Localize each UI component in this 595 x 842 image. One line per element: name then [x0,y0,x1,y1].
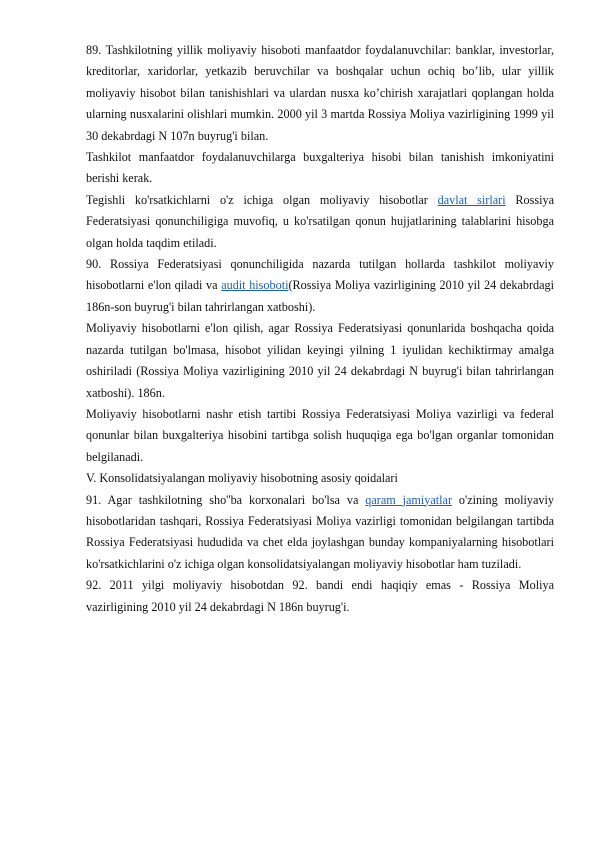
paragraph-publication [86,318,554,404]
paragraph-91-text-2: o'zining moliyaviy hisobotlaridan tashqari, Rossiya Federatsiyasi Moliya vazirligi tomonidan belgilangan tartibda Rossiya Federatsiyasi hududida va chet elda joylashgan bunday kompaniyalarning hisobotlari ko'rsatkichlarini o'z ichiga olgan konsolidatsiyalangan moliyaviy hisobotlar ham tuziladi. [86,492,554,571]
paragraph-order [86,404,554,468]
paragraph-access [86,147,554,190]
paragraph-90 [86,254,554,318]
paragraph-89 [86,40,554,147]
paragraph-access-text: Tashkilot manfaatdor foydalanuvchilarga buxgalteriya hisobi bilan tanishish imkoniyatini berishi kerak. [86,150,554,186]
section-heading-text: V. Konsolidatsiyalangan moliyaviy hisobotning asosiy qoidalari [86,471,398,486]
paragraph-90-text-1: 90. Rossiya Federatsiyasi qonunchiligida nazarda tutilgan hollarda tashkilot moliyaviy hisobotlarni e'lon qiladi va [86,257,554,293]
dependent-companies-link[interactable]: qaram jamiyatlar [365,492,453,507]
paragraph-state-secrets-text-2: Rossiya Federatsiyasi qonunchiligiga muvofiq, u ko'rsatilgan qonun hujjatlarining talablarini hisobga olgan holda taqdim etiladi. [86,192,554,250]
paragraph-90-text-2: (Rossiya Moliya vazirligining 2010 yil 24 dekabrdagi 186n-son buyrug'i bilan tahrirlangan xatboshi). [86,278,554,314]
state-secrets-link[interactable]: davlat sirlari [437,192,506,207]
paragraph-state-secrets-text-1: Tegishli ko'rsatkichlarni o'z ichiga olgan moliyaviy hisobotlar [86,192,438,207]
paragraph-91-text-1: 91. Agar tashkilotning sho''ba korxonalari bo'lsa va [86,492,366,507]
paragraph-publication-text: Moliyaviy hisobotlarni e'lon qilish, agar Rossiya Federatsiyasi qonunlarida boshqacha qoida nazarda tutilgan bo'lmasa, hisobot yilidan keyingi yilning 1 iyulidan kechiktirmay amalga oshiriladi (Rossiya Moliya vazirligining 2010 yil 24 dekabrdagi N buyrug'i bilan tahrirlangan xatboshi). 186n. [86,321,554,400]
paragraph-state-secrets [86,190,554,254]
paragraph-92-text: 92. 2011 yilgi moliyaviy hisobotdan 92. bandi endi haqiqiy emas - Rossiya Moliya vazirligining 2010 yil 24 dekabrdagi N 186n buyrug'i. [86,578,554,614]
paragraph-92 [86,575,554,618]
document-body [86,40,554,618]
paragraph-91 [86,490,554,576]
paragraph-89-text: 89. Tashkilotning yillik moliyaviy hisoboti manfaatdor foydalanuvchilar: banklar, investorlar, kreditorlar, xaridorlar, yetkazib beruvchilar va boshqalar uchun ochiq bo’lib, ular yillik moliyaviy hisobot bilan tanishishlari va ulardan nusxa ko’chirish xarajatlari qoplangan holda ularning nusxalarini olishlari mumkin. 2000 yil 3 martda Rossiya Moliya vazirligining 1999 yil 30 dekabrdagi N 107n buyrug'i bilan. [86,43,554,143]
paragraph-order-text: Moliyaviy hisobotlarni nashr etish tartibi Rossiya Federatsiyasi Moliya vazirligi va federal qonunlar bilan buxgalteriya hisobini tartibga solish huquqiga ega bo'lgan organlar tomonidan belgilanadi. [86,406,554,464]
section-heading [86,468,554,489]
audit-report-link[interactable]: audit hisoboti [221,278,289,293]
